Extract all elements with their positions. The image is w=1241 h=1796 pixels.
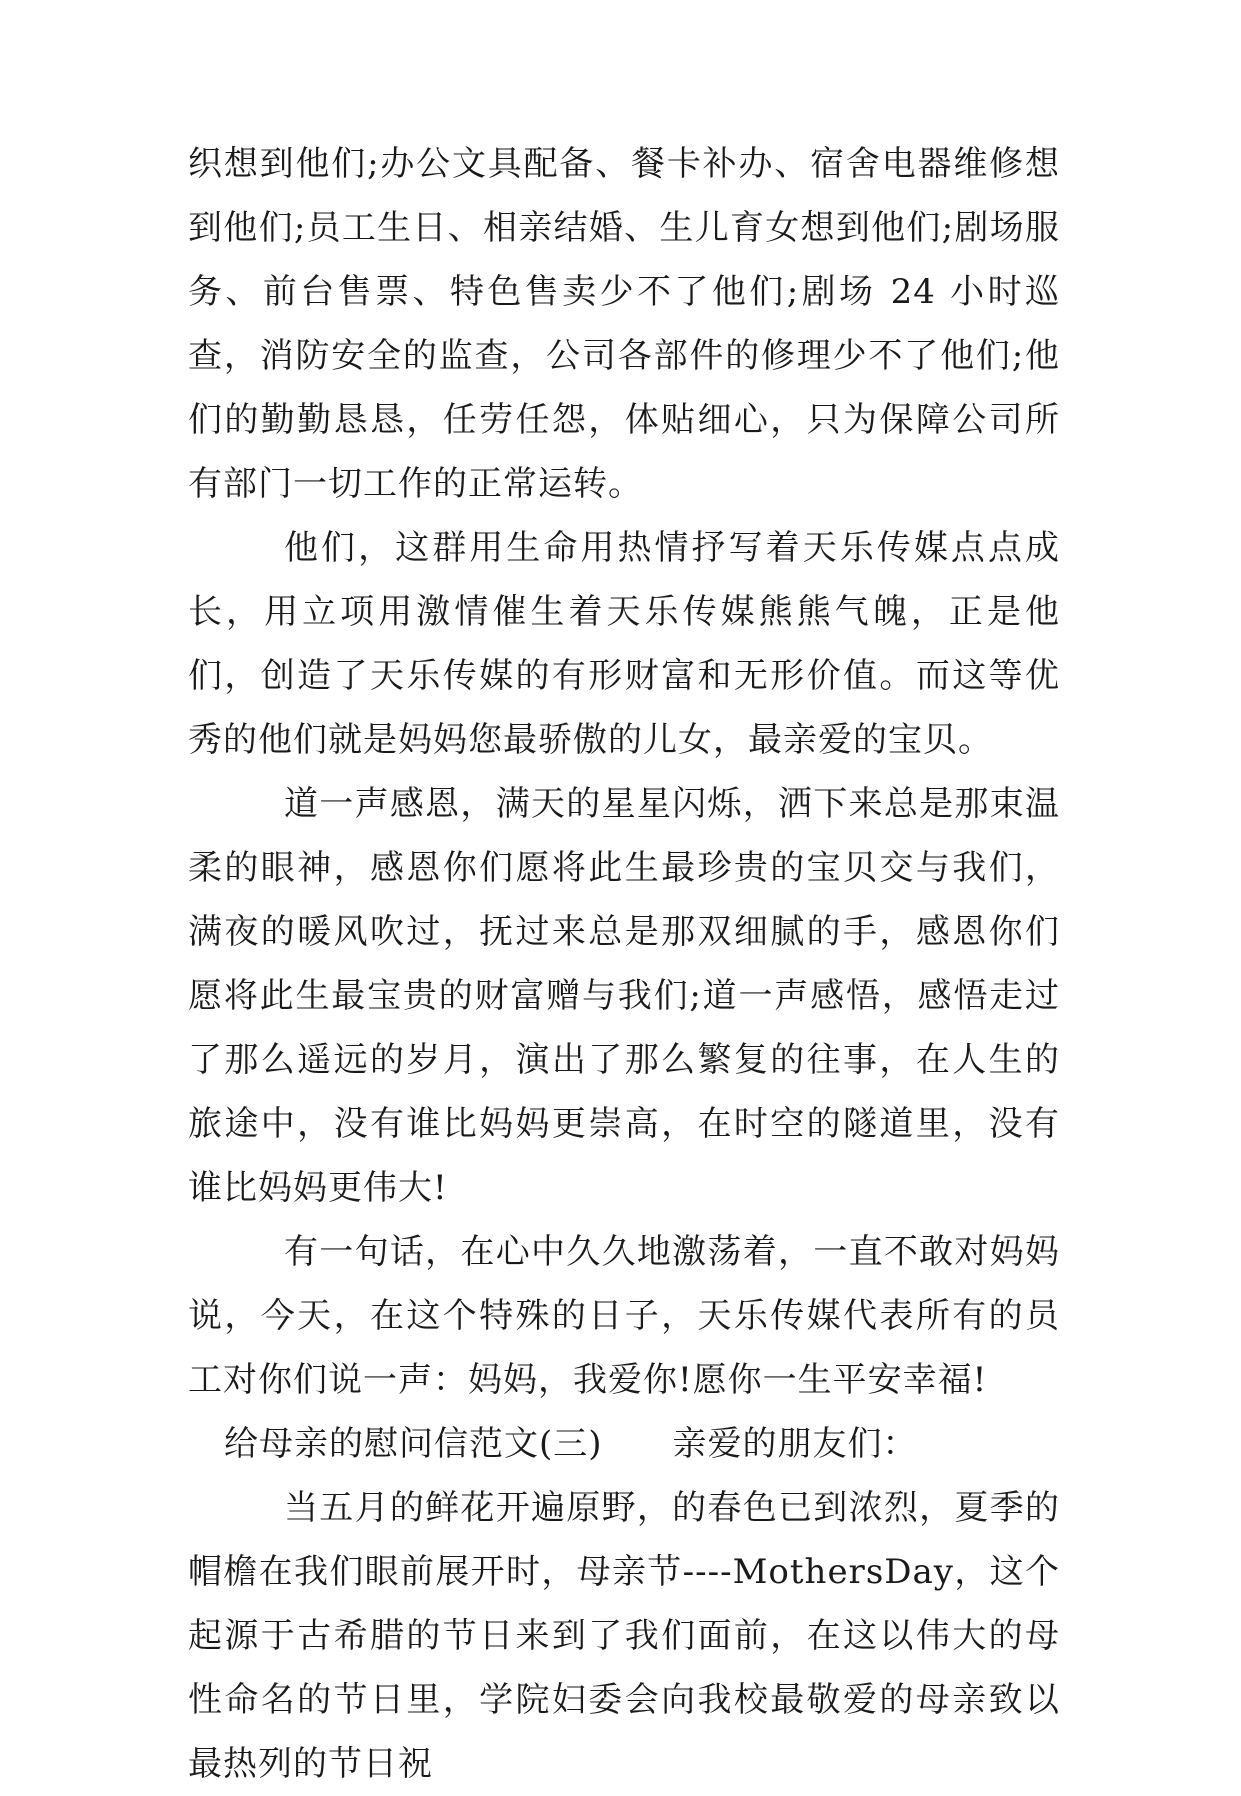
document-body (188, 132, 1060, 1796)
paragraph-5: 当五月的鲜花开遍原野，的春色已到浓烈，夏季的帽檐在我们眼前展开时，母亲节----MothersDay，这个起源于古希腊的节日来到了我们面前，在这以伟大的母性命名的节日里，学院妇委会向我校最敬爱的母亲致以最热列的节日祝 (188, 1488, 1060, 1784)
paragraph-4: 有一句话，在心中久久地激荡着，一直不敢对妈妈说，今天，在这个特殊的日子，天乐传媒代表所有的员工对你们说一声：妈妈，我爱你!愿你一生平安幸福! (188, 1232, 1060, 1400)
paragraph-1: 织想到他们;办公文具配备、餐卡补办、宿舍电器维修想到他们;员工生日、相亲结婚、生儿育女想到他们;剧场服务、前台售票、特色售卖少不了他们;剧场 24 小时巡查，消防安全的监查，公司各部件的修理少不了他们;他们的勤勤恳恳，任劳任怨，体贴细心，只为保障公司所有部门一切工作的正常运转。 (188, 144, 1060, 504)
letter-salutation: 亲爱的朋友们： (672, 1424, 918, 1464)
paragraph-3: 道一声感恩，满天的星星闪烁，洒下来总是那束温柔的眼神，感恩你们愿将此生最珍贵的宝贝交与我们，满夜的暖风吹过，抚过来总是那双细腻的手，感恩你们愿将此生最宝贵的财富赠与我们;道一声感悟，感悟走过了那么遥远的岁月，演出了那么繁复的往事，在人生的旅途中，没有谁比妈妈更崇高，在时空的隧道里，没有谁比妈妈更伟大! (188, 784, 1060, 1208)
paragraph-2: 他们，这群用生命用热情抒写着天乐传媒点点成长，用立项用激情催生着天乐传媒熊熊气魄，正是他们，创造了天乐传媒的有形财富和无形价值。而这等优秀的他们就是妈妈您最骄傲的儿女，最亲爱的宝贝。 (188, 528, 1060, 760)
letter-title: 给母亲的慰问信范文(三) (224, 1424, 603, 1464)
letter-heading-line (188, 1412, 1060, 1476)
